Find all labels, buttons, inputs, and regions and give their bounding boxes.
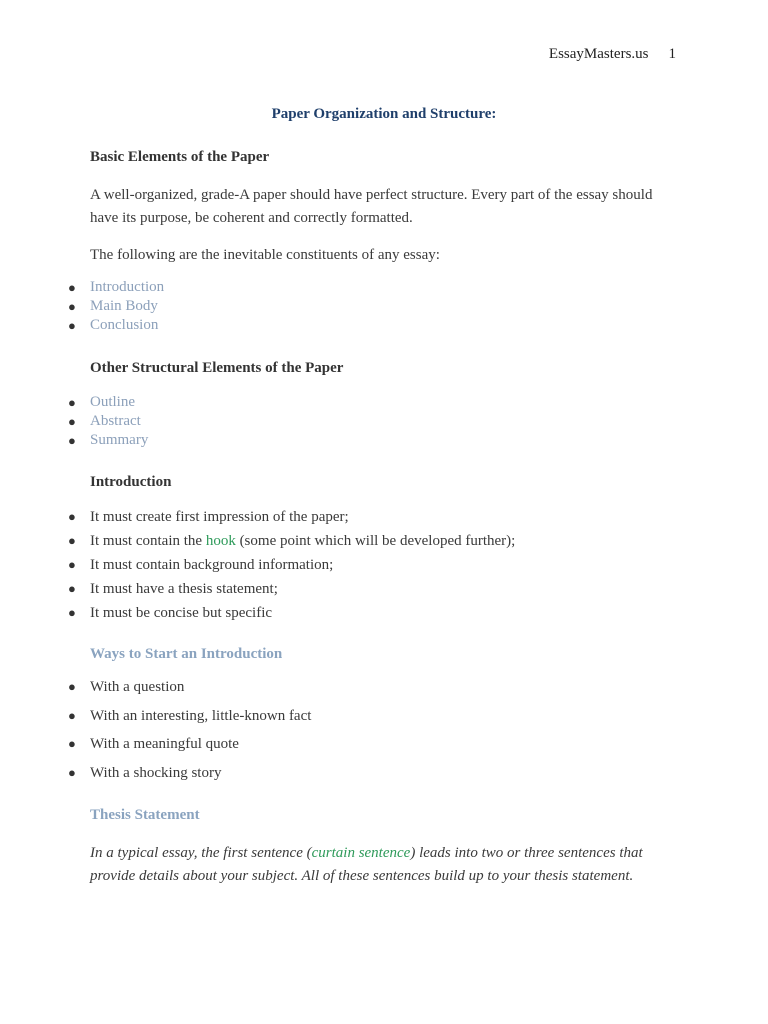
bullet-icon: ● xyxy=(68,395,76,410)
list-item-text: It must contain the xyxy=(90,533,206,549)
list-item xyxy=(68,577,515,601)
list-item-text: With an interesting, little-known fact xyxy=(90,707,312,724)
basic-elements-paragraph: A well-organized, grade-A paper should have perfect structure. Every part of the essay should have its purpose, be coherent and correctly formatted. xyxy=(90,187,653,226)
thesis-heading: Thesis Statement xyxy=(90,807,200,823)
bullet-icon: ● xyxy=(68,318,76,333)
list-item-text: (some point which will be developed further); xyxy=(235,533,516,549)
link-conclusion[interactable]: Conclusion xyxy=(90,317,159,333)
page-header xyxy=(549,46,676,63)
list-item xyxy=(68,505,515,529)
list-item xyxy=(68,601,515,625)
bullet-icon: ● xyxy=(68,433,76,448)
list-item xyxy=(68,553,515,577)
ways-list xyxy=(68,673,312,787)
other-elements-list xyxy=(68,393,149,450)
hook-highlight: hook xyxy=(205,533,236,549)
list-item[interactable] xyxy=(68,278,165,297)
link-abstract[interactable]: Abstract xyxy=(90,413,141,429)
list-item[interactable] xyxy=(68,412,148,431)
bullet-icon: ● xyxy=(68,764,76,780)
thesis-text: ) leads into two or three sentences that provide details about your subject. All of these sentences build up to your thesis statement. xyxy=(90,845,643,884)
list-item-text: It must create first impression of the paper; xyxy=(90,509,349,525)
list-item-text: It must have a thesis statement; xyxy=(90,581,278,597)
list-item xyxy=(68,759,311,788)
constituents-paragraph: The following are the inevitable constituents of any essay: xyxy=(90,247,440,263)
introduction-heading: Introduction xyxy=(90,474,172,490)
list-item-text: With a meaningful quote xyxy=(90,736,239,752)
curtain-sentence-highlight: curtain sentence xyxy=(311,845,411,861)
thesis-paragraph xyxy=(90,842,670,888)
list-item xyxy=(68,529,516,553)
document-title: Paper Organization and Structure: xyxy=(271,106,497,122)
list-item-text: It must contain background information; xyxy=(90,557,334,573)
other-elements-heading: Other Structural Elements of the Paper xyxy=(90,360,344,376)
thesis-text: In a typical essay, the first sentence ( xyxy=(90,845,312,861)
bullet-icon: ● xyxy=(68,509,76,524)
list-item-text: It must be concise but specific xyxy=(90,605,273,621)
page-number: 1 xyxy=(668,46,676,62)
introduction-list xyxy=(68,505,516,625)
bullet-icon: ● xyxy=(68,299,76,314)
list-item xyxy=(68,702,312,731)
bullet-icon: ● xyxy=(68,736,76,751)
link-main-body[interactable]: Main Body xyxy=(90,298,158,314)
list-item xyxy=(68,730,311,759)
header-site-name: EssayMasters.us xyxy=(548,46,649,62)
list-item-text: With a shocking story xyxy=(90,764,222,781)
basic-elements-list xyxy=(68,278,165,335)
bullet-icon: ● xyxy=(68,557,76,572)
list-item[interactable] xyxy=(68,393,148,412)
bullet-icon: ● xyxy=(68,605,76,620)
bullet-icon: ● xyxy=(68,414,76,429)
bullet-icon: ● xyxy=(68,280,76,295)
list-item[interactable] xyxy=(68,316,164,335)
link-introduction[interactable]: Introduction xyxy=(90,279,165,295)
link-summary[interactable]: Summary xyxy=(90,432,149,448)
list-item[interactable] xyxy=(68,431,149,450)
bullet-icon: ● xyxy=(68,581,76,596)
list-item-text: With a question xyxy=(90,679,185,695)
list-item[interactable] xyxy=(68,297,164,316)
link-outline[interactable]: Outline xyxy=(90,394,135,410)
basic-elements-heading: Basic Elements of the Paper xyxy=(90,149,270,165)
list-item xyxy=(68,673,311,702)
bullet-icon: ● xyxy=(68,707,76,723)
ways-heading: Ways to Start an Introduction xyxy=(90,646,283,662)
bullet-icon: ● xyxy=(68,533,76,548)
bullet-icon: ● xyxy=(68,679,76,694)
